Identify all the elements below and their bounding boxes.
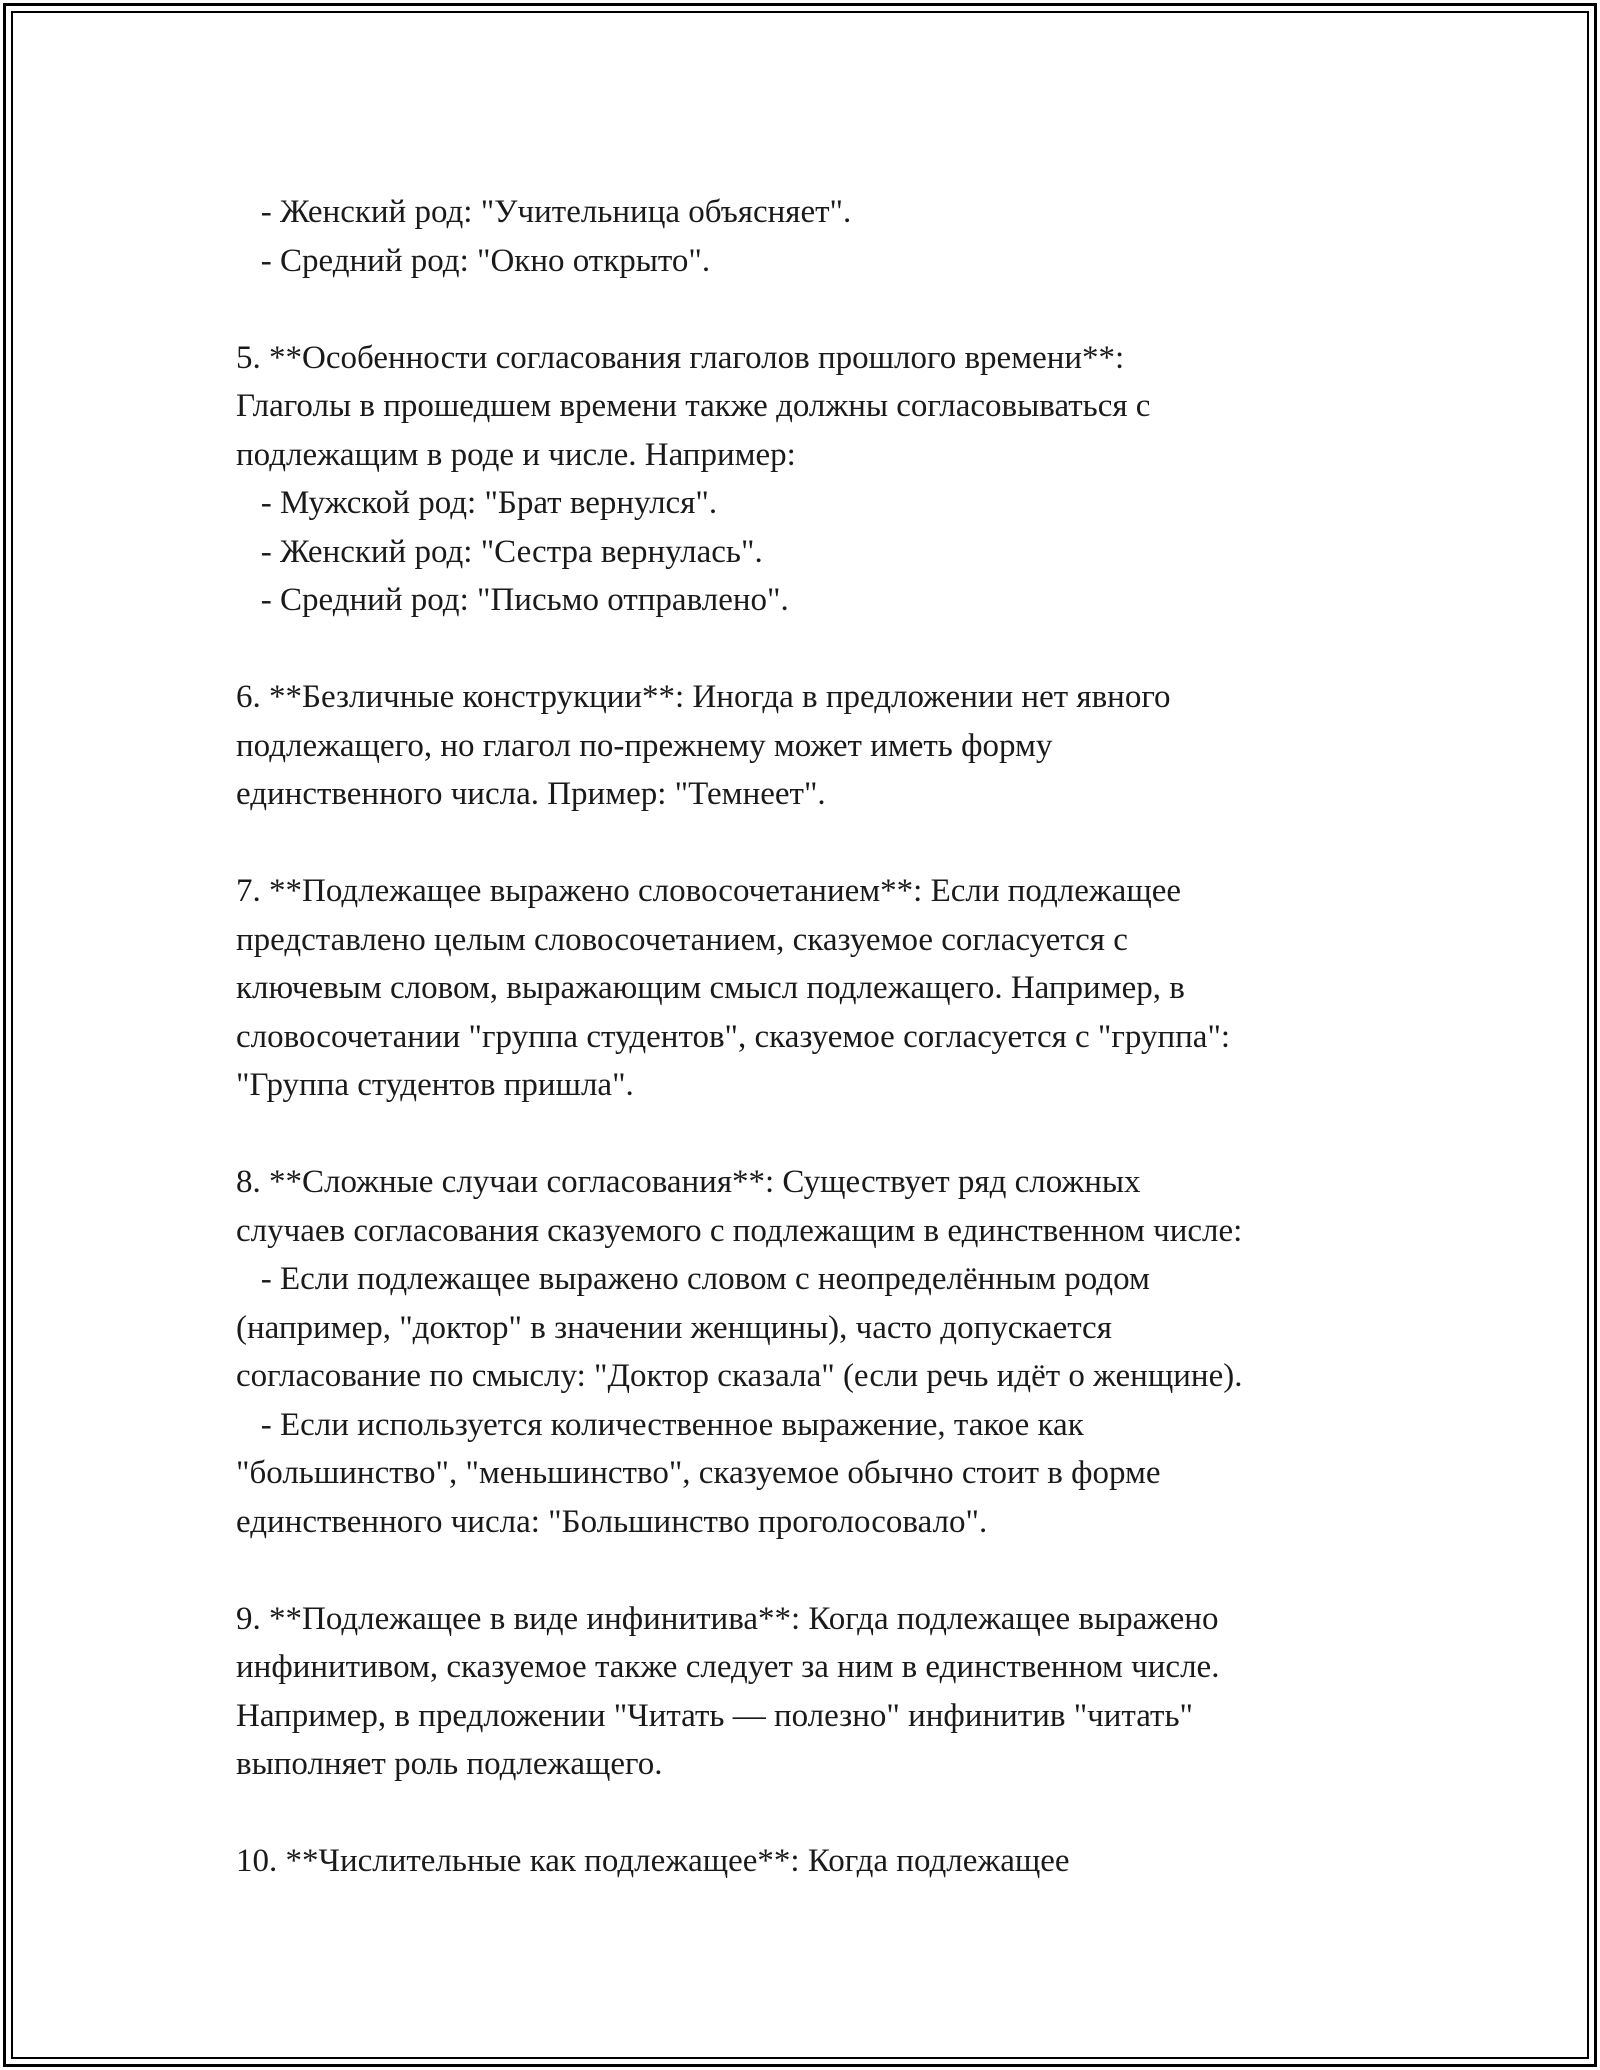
text-line: 6. **Безличные конструкции**: Иногда в предложении нет явного: [236, 679, 1171, 715]
paragraph-gap: [236, 1789, 1386, 1838]
text-line: 10. **Числительные как подлежащее**: Когда подлежащее: [236, 1843, 1070, 1879]
text-line: "Группа студентов пришла".: [236, 1067, 634, 1103]
text-line: единственного числа: "Большинство проголосовало".: [236, 1503, 988, 1540]
text-line: словосочетании "группа студентов", сказуемое согласуется с "группа":: [236, 1018, 1231, 1055]
text-line: согласование по смыслу: "Доктор сказала" (если речь идёт о женщине).: [236, 1358, 1243, 1394]
paragraph-gap: [236, 285, 1386, 334]
paragraph-item-10: [236, 1837, 1386, 1886]
paragraph-item-7: [236, 867, 1386, 1110]
text-line: "большинство", "меньшинство", сказуемое обычно стоит в форме: [236, 1455, 1161, 1491]
text-line: ключевым словом, выражающим смысл подлежащего. Например, в: [236, 970, 1185, 1006]
text-line: случаев согласования сказуемого с подлежащим в единственном числе:: [236, 1212, 1243, 1249]
text-line: представлено целым словосочетанием, сказуемое согласуется с: [236, 921, 1128, 958]
text-line: инфинитивом, сказуемое также следует за ним в единственном числе.: [236, 1649, 1220, 1685]
paragraph-gap: [236, 625, 1386, 674]
text-line: выполняет роль подлежащего.: [236, 1746, 663, 1782]
text-line: Например, в предложении "Читать — полезно" инфинитив "читать": [236, 1697, 1193, 1734]
text-line: - Женский род: "Учительница объясняет".: [236, 194, 852, 230]
text-line: 8. **Сложные случаи согласования**: Существует ряд сложных: [236, 1164, 1141, 1200]
text-line: подлежащего, но глагол по-прежнему может иметь форму: [236, 727, 1053, 764]
text-line: - Средний род: "Письмо отправлено".: [236, 582, 789, 618]
text-line: подлежащим в роде и числе. Например:: [236, 436, 796, 473]
text-line: 9. **Подлежащее в виде инфинитива**: Когда подлежащее выражено: [236, 1600, 1219, 1637]
text-line: - Если подлежащее выражено словом с неопределённым родом: [236, 1261, 1150, 1297]
text-line: - Если используется количественное выражение, такое как: [236, 1406, 1084, 1443]
paragraph-item-9: [236, 1595, 1386, 1789]
text-line: - Женский род: "Сестра вернулась".: [236, 533, 763, 570]
text-line: единственного числа. Пример: "Темнеет".: [236, 776, 826, 812]
text-line: Глаголы в прошедшем времени также должны согласовываться с: [236, 388, 1151, 424]
paragraph-gender-examples-end: [236, 188, 1386, 285]
text-line: 7. **Подлежащее выражено словосочетанием**: Если подлежащее: [236, 873, 1182, 909]
text-line: 5. **Особенности согласования глаголов прошлого времени**:: [236, 339, 1125, 376]
text-line: (например, "доктор" в значении женщины), часто допускается: [236, 1309, 1112, 1346]
text-line: - Средний род: "Окно открыто".: [236, 242, 711, 279]
paragraph-gap: [236, 819, 1386, 868]
document-body: [236, 188, 1386, 1886]
paragraph-gap: [236, 1110, 1386, 1159]
text-line: - Мужской род: "Брат вернулся".: [236, 485, 718, 521]
paragraph-gap: [236, 1546, 1386, 1595]
paragraph-item-5: [236, 334, 1386, 625]
paragraph-item-8: [236, 1158, 1386, 1546]
paragraph-item-6: [236, 673, 1386, 819]
